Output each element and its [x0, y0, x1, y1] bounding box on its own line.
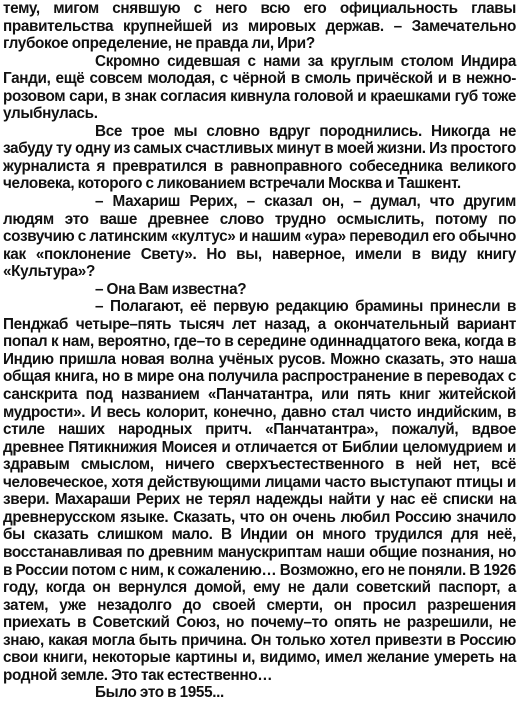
document-page — [3, 0, 516, 702]
paragraph-5: – Она Вам известна? — [95, 280, 247, 298]
paragraph-3: Все трое мы словно вдруг породнились. Никогда не забуду ту одну из самых счастливых минут в моей жизни. Из простого журналиста я превратился в равноправного собеседника великого человека, которого с ликованием встречали Москва и Ташкент. — [3, 122, 516, 193]
paragraph-6: – Полагают, её первую редакцию брамины принесли в Пенджаб четыре–пять тысяч лет назад, а окончательный вариант попал к нам, вероятно, где–то в середине одиннадцатого века, когда в Индию пришла новая волна учёных русов. Можно сказать, это наша общая книга, но в мире она получила распространение в переводах с санскрита под названием «Панчатантра, или пять книг житейской мудрости». И весь колорит, конечно, давно стал чисто индийским, в стиле наших народных притч. «Панчатантра», пожалуй, вдвое древнее Пятикнижия Моисея и отличается от Библии целомудрием и здравым смыслом, ничего сверхъестественного в ней нет, всё человеческое, хотя действующими лицами часто выступают птицы и звери. Махараши Рерих не терял надежды найти у нас её списки на древнерусском языке. Сказать, что он очень любил Россию значило бы сказать слишком мало. В Индии он много трудился для неё, восстанавливая по древним манускриптам наши общие познания, но в России потом с ним, к сожалению… Возможно, его не поняли. В 1926 году, когда он вернулся домой, ему не дали советский паспорт, а затем, уже незадолго до своей смерти, он просил разрешения приехать в Советский Союз, но почему–то опять не разрешили, не знаю, какая могла быть причина. Он только хотел привезти в Россию свои книги, некоторые картины и, видимо, имел желание умереть на родной земле. Это так естественно… — [3, 298, 516, 684]
cutoff-line: Было это в 1955... — [95, 684, 224, 702]
paragraph-2: Скромно сидевшая с нами за круглым столом Индира Ганди, ещё совсем молодая, с чёрной в смоль причёской и в нежно-розовом сари, в знак согласия кивнула головой и краешками губ тоже улыбнулась. — [3, 52, 516, 123]
paragraph-1: тему, мигом снявшую с него всю его официальность главы правительства крупнейшей из мировых держав. – Замечательно глубокое определение, не правда ли, Ири? — [3, 0, 516, 53]
paragraph-4: – Махариш Рерих, – сказал он, – думал, что другим людям это ваше древнее слово трудно осмыслить, потому по созвучию с латинским «култус» и нашим «ура» переводил его обычно как «поклонение Свету». Но вы, наверное, имели в виду книгу «Культура»? — [3, 193, 516, 281]
